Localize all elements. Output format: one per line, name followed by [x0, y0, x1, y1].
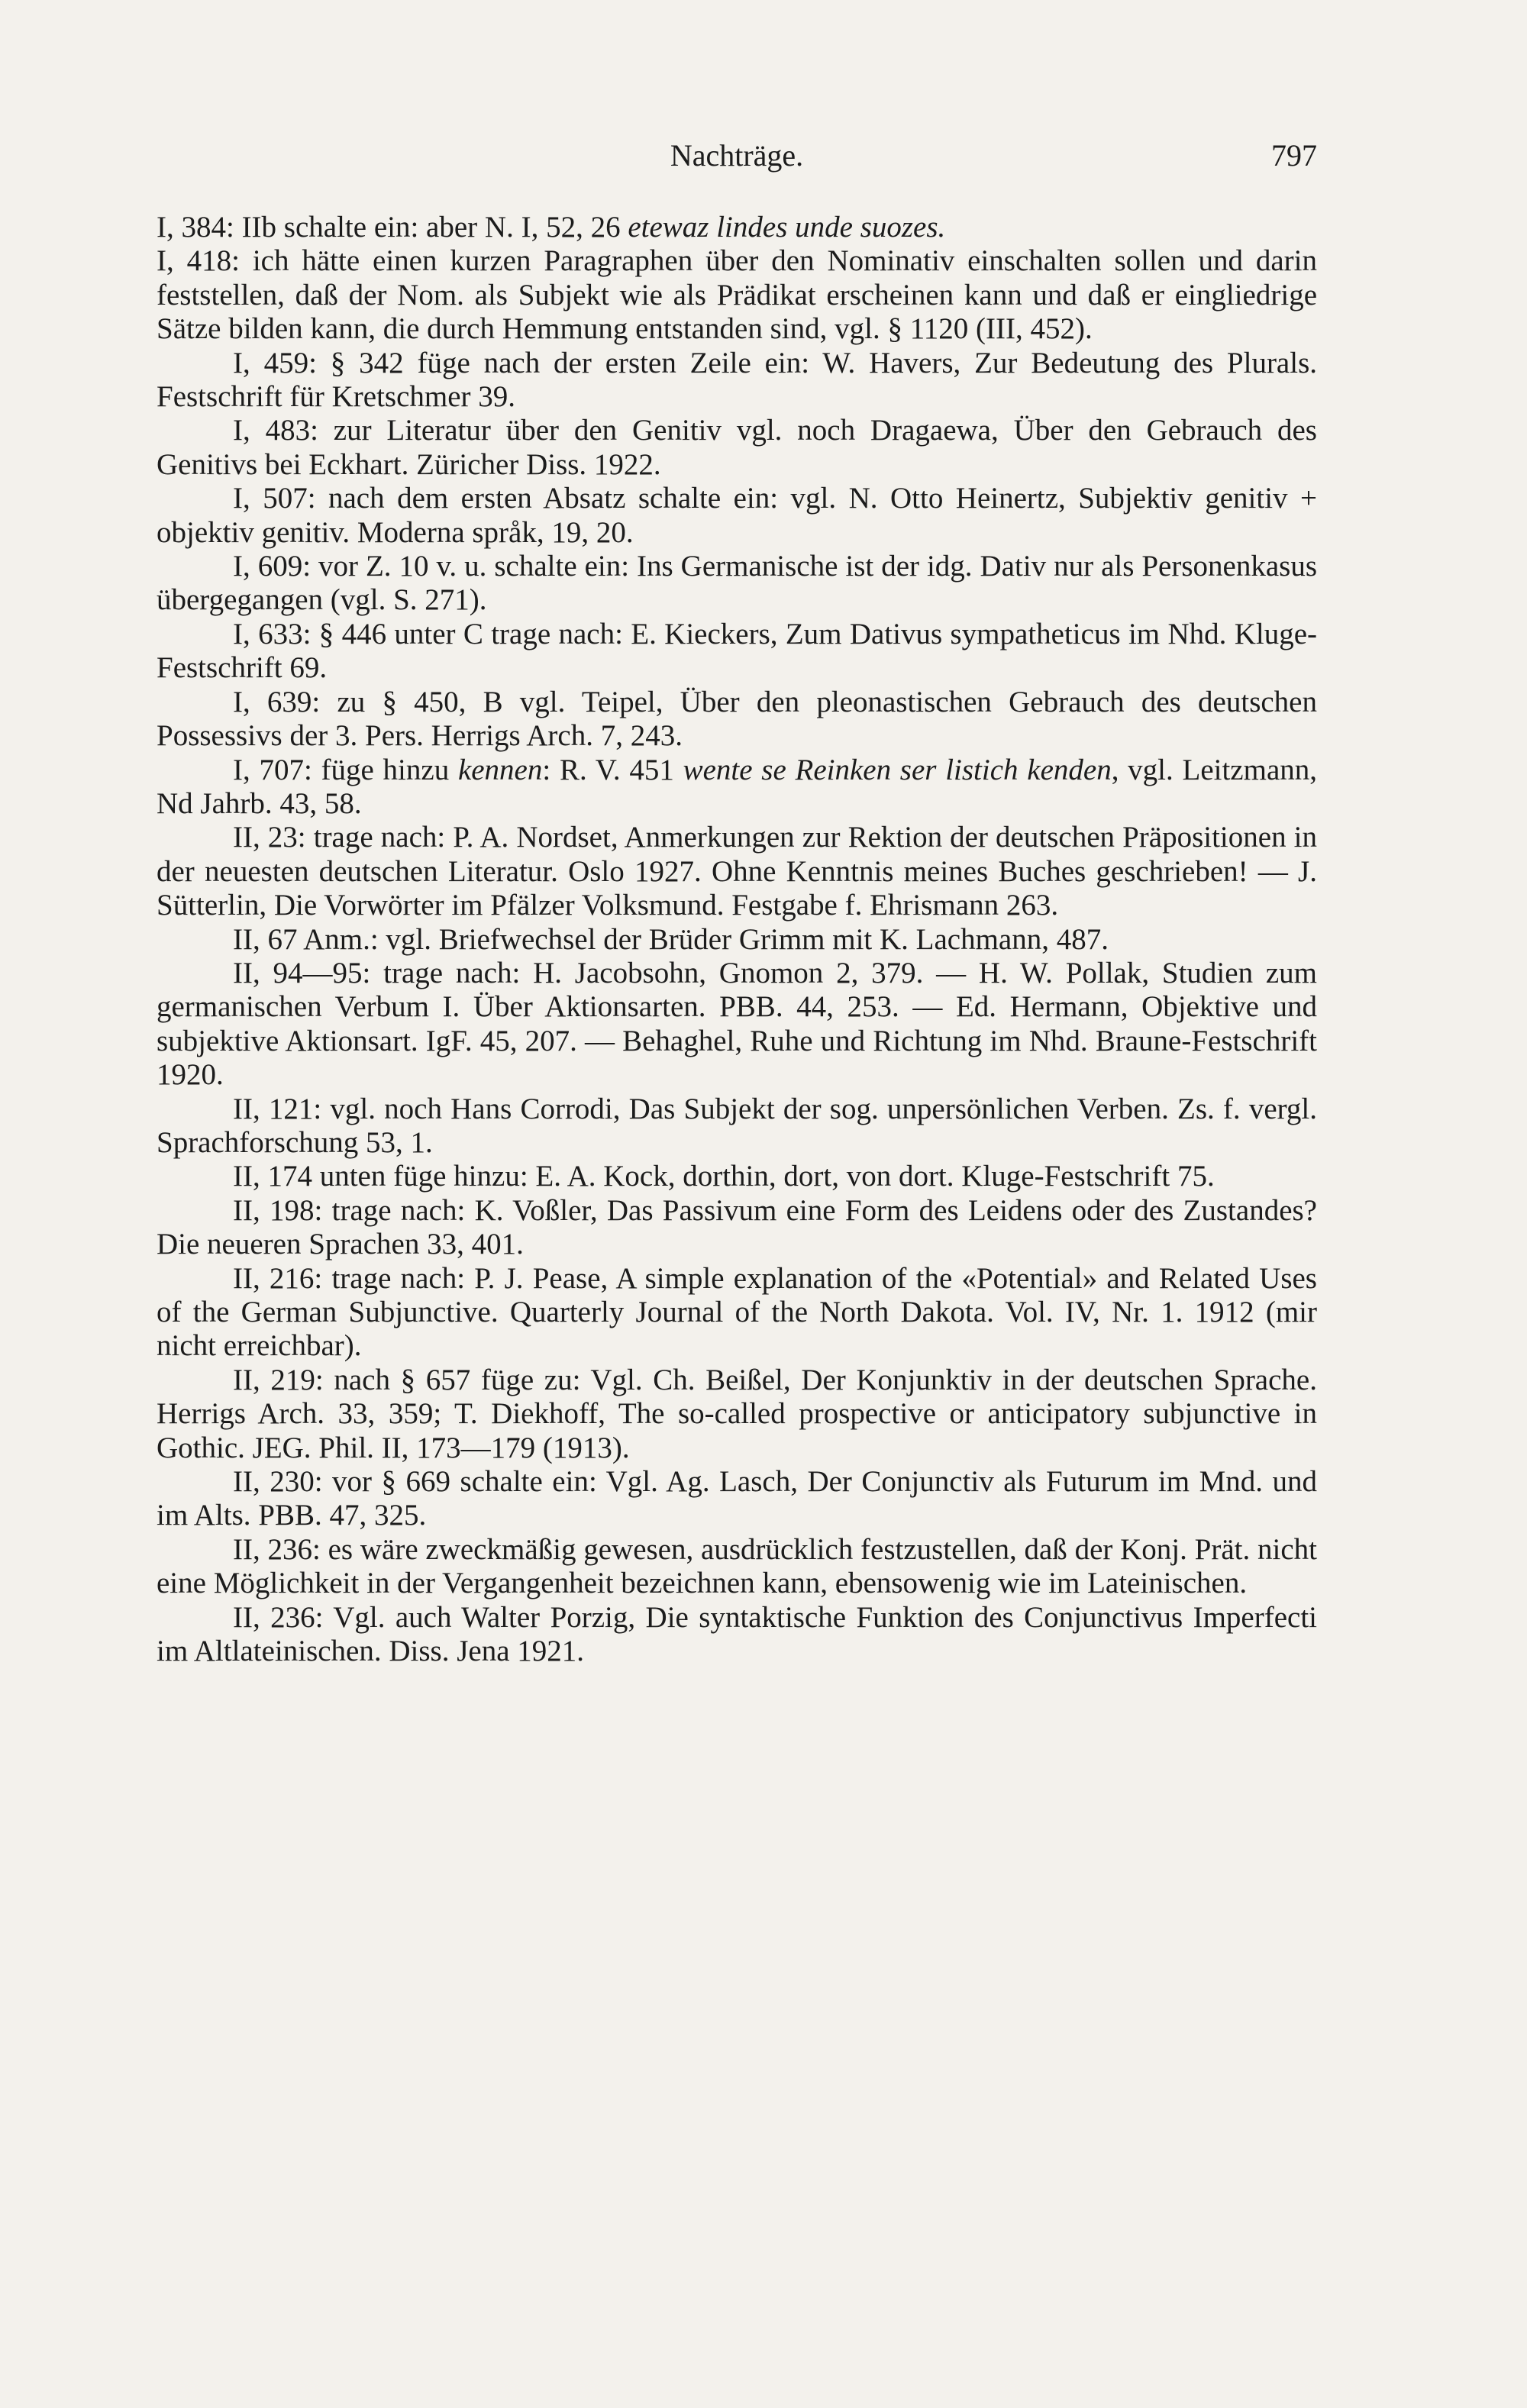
addendum-entry: I, 418: ich hätte einen kurzen Paragraphen über den Nominativ einschalten sollen und darin feststellen, daß der Nom. als Subjekt wie als Prädikat erscheinen kann und daß er eingliedrige Sätze bilden kann, die durch Hemmung entstanden sind, vgl. § 1120 (III, 452).: [157, 244, 1317, 346]
addendum-entry: II, 174 unten füge hinzu: E. A. Kock, dorthin, dort, von dort. Kluge-Festschrift 75.: [233, 1160, 1215, 1193]
body-text: [157, 211, 1317, 1668]
addendum-entry: I, 507: nach dem ersten Absatz schalte ein: vgl. N. Otto Heinertz, Subjektiv genitiv + objektiv genitiv. Moderna språk, 19, 20.: [157, 482, 1317, 549]
addendum-entry: I, 639: zu § 450, B vgl. Teipel, Über den pleonastischen Gebrauch des deutschen Possessivs der 3. Pers. Herrigs Arch. 7, 243.: [157, 685, 1317, 753]
running-title: Nachträge.: [670, 138, 804, 173]
addendum-entry: II, 236: es wäre zweckmäßig gewesen, ausdrücklich festzustellen, daß der Konj. Prät. nicht eine Möglichkeit in der Vergangenheit bezeichnen kann, ebensowenig wie im Lateinischen.: [157, 1532, 1317, 1600]
addendum-entry: I, 384: IIb schalte ein: aber N. I, 52, 26 etewaz lindes unde suozes.: [157, 211, 946, 244]
addendum-entry: I, 707: füge hinzu kennen: R. V. 451 wente se Reinken ser listich kenden, vgl. Leitzmann, Nd Jahrb. 43, 58.: [157, 753, 1318, 820]
book-page: [157, 137, 1317, 1668]
addendum-entry: II, 23: trage nach: P. A. Nordset, Anmerkungen zur Rektion der deutschen Präpositionen in der neuesten deutschen Literatur. Oslo 1927. Ohne Kenntnis meines Buches geschrieben! — J. Sütterlin, Die Vorwörter im Pfälzer Volksmund. Festgabe f. Ehrismann 263.: [157, 821, 1317, 922]
addendum-entry: I, 459: § 342 füge nach der ersten Zeile ein: W. Havers, Zur Bedeutung des Plurals. Festschrift für Kretschmer 39.: [157, 346, 1317, 414]
running-header: [157, 137, 1317, 183]
addendum-entry: II, 219: nach § 657 füge zu: Vgl. Ch. Beißel, Der Konjunktiv in der deutschen Sprache. Herrigs Arch. 33, 359; T. Diekhoff, The so-called prospective or anticipatory subjunctive in Gothic. JEG. Phil. II, 173—179 (1913).: [157, 1363, 1317, 1464]
addendum-entry: I, 633: § 446 unter C trage nach: E. Kieckers, Zum Dativus sympatheticus im Nhd. Kluge-Festschrift 69.: [157, 617, 1317, 685]
addendum-entry: II, 216: trage nach: P. J. Pease, A simple explanation of the «Potential» and Related Uses of the German Subjunctive. Quarterly Journal of the North Dakota. Vol. IV, Nr. 1. 1912 (mir nicht erreichbar).: [157, 1261, 1317, 1363]
addendum-entry: I, 483: zur Literatur über den Genitiv vgl. noch Dragaewa, Über den Gebrauch des Genitivs bei Eckhart. Züricher Diss. 1922.: [157, 414, 1317, 481]
addendum-entry: II, 236: Vgl. auch Walter Porzig, Die syntaktische Funktion des Conjunctivus Imperfecti im Altlateinischen. Diss. Jena 1921.: [157, 1600, 1317, 1668]
addendum-entry: II, 121: vgl. noch Hans Corrodi, Das Subjekt der sog. unpersönlichen Verben. Zs. f. vergl. Sprachforschung 53, 1.: [157, 1092, 1317, 1159]
addendum-entry: II, 94—95: trage nach: H. Jacobsohn, Gnomon 2, 379. — H. W. Pollak, Studien zum germanischen Verbum I. Über Aktionsarten. PBB. 44, 253. — Ed. Hermann, Objektive und subjektive Aktionsart. IgF. 45, 207. — Behaghel, Ruhe und Richtung im Nhd. Braune-Festschrift 1920.: [157, 956, 1317, 1092]
addendum-entry: II, 198: trage nach: K. Voßler, Das Passivum eine Form des Leidens oder des Zustandes? Die neueren Sprachen 33, 401.: [157, 1193, 1317, 1261]
addendum-entry: II, 230: vor § 669 schalte ein: Vgl. Ag. Lasch, Der Conjunctiv als Futurum im Mnd. und im Alts. PBB. 47, 325.: [157, 1465, 1317, 1532]
addendum-entry: II, 67 Anm.: vgl. Briefwechsel der Brüder Grimm mit K. Lachmann, 487.: [233, 922, 1109, 956]
page-number: 797: [1271, 138, 1317, 173]
addendum-entry: I, 609: vor Z. 10 v. u. schalte ein: Ins Germanische ist der idg. Dativ nur als Personenkasus übergegangen (vgl. S. 271).: [157, 550, 1317, 617]
